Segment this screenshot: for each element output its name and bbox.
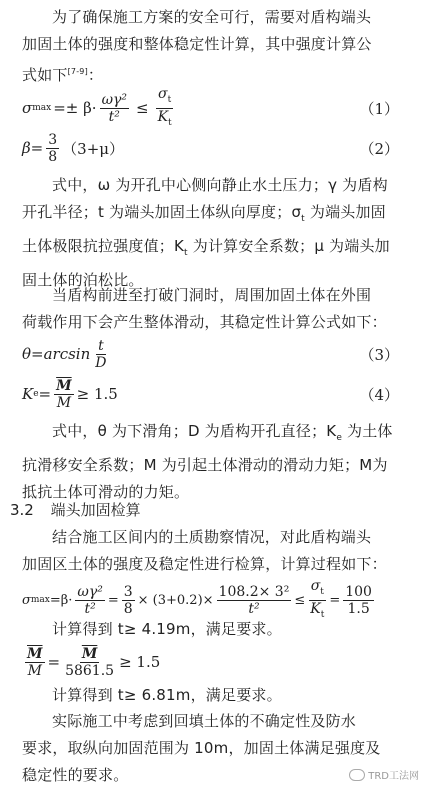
section-title: 端头加固检算 [50,501,141,519]
equation-4: K e = $\frac{\overline{M}}{M}$ ≥ 1.5 （4） [22,377,399,411]
text-line: 要求，取纵向加固范围为 10m，加固土体满足强度及 [22,739,381,757]
text-line: 加固土体的强度和整体稳定性计算，其中强度计算公 [22,35,372,53]
paragraph-definitions-2 [22,418,417,506]
text-line: 荷载作用下会产生整体滑动，其稳定性计算公式如下： [22,313,387,331]
watermark [349,767,419,782]
text-line: 结合施工区间内的土质勘察情况，对此盾构端头 [52,528,372,546]
text-line: 实际施工中考虑到回填土体的不确定性及防水 [52,712,357,730]
paragraph-definitions-1 [22,172,417,294]
watermark-text: TRD工法网 [368,771,419,782]
equation-number: （2） [359,140,399,158]
text-line: 加固区土体的强度及稳定性进行检算，计算过程如下： [22,555,387,573]
paragraph-stability [22,282,417,336]
paragraph-check [22,524,417,578]
text-line: 为了确保施工方案的安全可行，需要对盾构端头 [52,8,372,26]
section-heading [10,498,141,522]
equation-6: $\frac{\overline{M}}{M}$ = $\frac{\overline{M}}{5861.5}$ ≥ 1.5 [27,645,161,679]
equation-number: （4） [359,386,399,404]
text-line: 当盾构前进至打破门洞时，周围加固土体在外围 [52,286,372,304]
wechat-icon [349,769,365,781]
text-line: 抵抗土体可滑动的力矩。 [22,483,190,501]
text-line: 计算得到 t≥ 6.81m，满足要求。 [52,686,282,704]
equation-2: β= $\frac{3}{8}$ （3+μ） （2） [22,131,399,165]
text-line: 式中，θ 为下滑角；D 为盾构开孔直径；$K_e$ 为土体 [52,422,393,443]
text-line: 计算得到 t≥ 4.19m，满足要求。 [52,620,282,638]
text-line: 式中，ω 为开孔中心侧向静止水土压力；γ 为盾构 [52,176,388,194]
result-line-1 [22,616,417,643]
paragraph-intro [22,4,417,89]
text-line: 式如下[7-9]： [22,66,104,84]
equation-number: （3） [359,346,399,364]
text-line: 土体极限抗拉强度值；$K_t$ 为计算安全系数；μ 为端头加 [22,237,390,258]
equation-3: θ=arcsin $\frac{t}{D}$ （3） [22,337,399,371]
text-line: 开孔半径；t 为端头加固土体纵向厚度；$\sigma_t$ 为端头加固 [22,203,386,224]
text-line: 稳定性的要求。 [22,766,129,784]
equation-1: σ max =± β· $\frac{\text{ωγ²}}{\text{t²}}$ ≤ $\frac{\sigma_t}{K_t}$ （1） [22,85,399,128]
citation: [7-9] [67,67,88,76]
equation-5: σ max =β· $\frac{\text{ωγ²}}{\text{t²}}$ = $\frac{3}{8}$ × (3+0.2)× $\frac{\text{108.2× 3²}}{\text{t²}}$ ≤ $\frac{\sigma_t}{K_t}$ = $\frac{100}{1.5}$ [22,577,372,620]
text-line: 抗滑移安全系数；M 为引起土体滑动的滑动力矩；M为 [22,456,388,474]
equation-number: （1） [359,100,399,118]
text-line: 固土体的泊松比。 [22,271,144,289]
section-number: 3.2 [10,501,34,519]
result-line-2 [22,682,417,709]
